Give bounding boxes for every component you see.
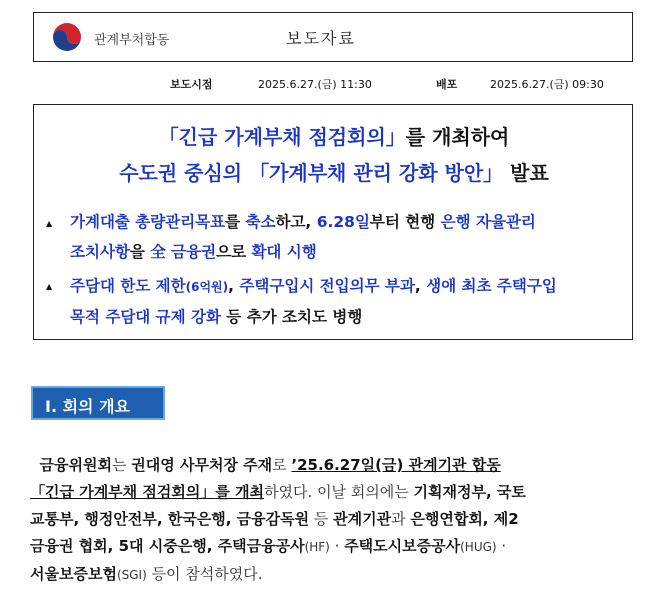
release-value: 2025.6.27.(금) 11:30 — [258, 78, 372, 91]
summary-box — [33, 104, 633, 340]
headline-line-1: 「긴급 가계부채 점검회의」를 개최하여 — [158, 125, 510, 149]
distribution-label: 배포 — [436, 78, 458, 91]
government-emblem-icon — [52, 22, 82, 52]
org-name: 관계부처합동 — [94, 33, 170, 48]
distribution-value: 2025.6.27.(금) 09:30 — [490, 78, 604, 91]
section-title: Ⅰ. 회의 개요 — [45, 397, 130, 416]
headline-line-2: 수도권 중심의 「가계부채 관리 강화 방안」 발표 — [119, 161, 549, 185]
release-label: 보도시점 — [170, 78, 213, 91]
triangle-bullet-icon: ▲ — [46, 219, 53, 228]
bullet-item-2: 주담대 한도 제한(6억원), 주택구입시 전입의무 부과, 생애 최초 주택구입 목적 주담대 규제 강화 등 추가 조치도 병행 — [70, 277, 557, 326]
body-paragraph: 금융위원회는 권대영 사무처장 주재로 ’25.6.27일(금) 관계기관 합동 「긴급 가계부채 점검회의」를 개최하였다. 이날 회의에는 기획재정부, 국토 교통부, 행정안전부, 한국은행, 금융감독원 등 관계기관과 은행연합회, 제2 금융권 협회, 5대 시중은행, 주택금융공사(HF) · 주택도시보증공사(HUG) · 서울보증보험(SGI) 등이 참석하였다. — [30, 456, 526, 583]
triangle-bullet-icon: ▲ — [46, 282, 53, 291]
section-heading — [31, 386, 165, 420]
header-box — [33, 12, 633, 62]
bullet-item-1: 가계대출 총량관리목표를 축소하고, 6.28일부터 현행 은행 자율관리 조치사항을 全 금융권으로 확대 시행 — [70, 213, 536, 261]
doc-type: 보도자료 — [286, 29, 356, 48]
